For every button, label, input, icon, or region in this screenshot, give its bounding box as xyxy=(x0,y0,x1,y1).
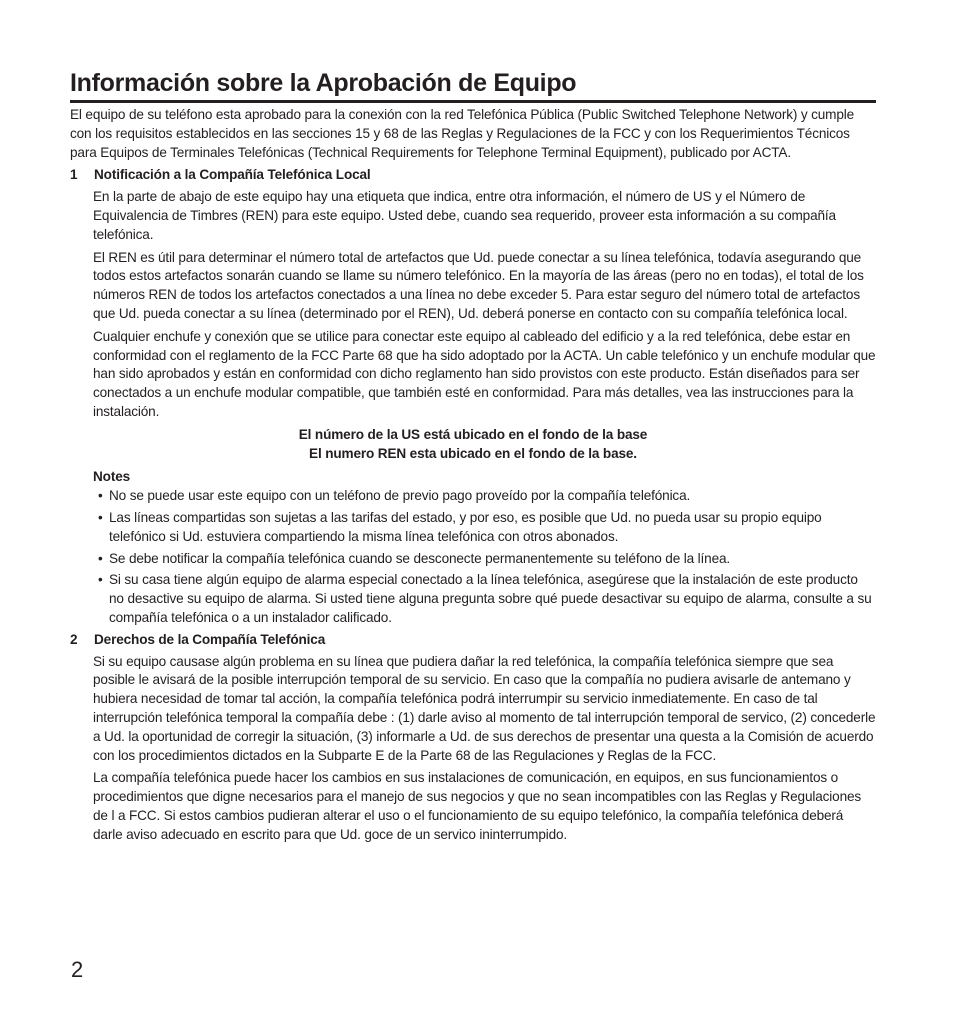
intro-paragraph: El equipo de su teléfono esta aprobado para la conexión con la red Telefónica Pública (Public Switched Telephone Network) y cumple con los requisitos establecidos en las secciones 15 y 68 de las Reglas y Regulaciones de la FCC y con los Requerimientos Técnicos para Equipos de Terminales Telefónicas (Technical Requirements for Telephone Terminal Equipment), publicado por ACTA. xyxy=(70,107,855,160)
section-2-body xyxy=(70,653,876,845)
note-text: No se puede usar este equipo con un teléfono de previo pago proveído por la compañía telefónica. xyxy=(109,488,691,504)
page-title: Información sobre la Aprobación de Equipo xyxy=(70,66,876,103)
page-number: 2 xyxy=(71,957,84,982)
list-item xyxy=(98,571,876,627)
section-1-body xyxy=(70,188,876,422)
section-1-heading xyxy=(70,166,876,185)
note-text: Se debe notificar la compañía telefónica cuando se desconecte permanentemente su teléfono de la línea. xyxy=(109,550,731,566)
section-1-paragraph: En la parte de abajo de este equipo hay una etiqueta que indica, entre otra información, el número de US y el Número de Equivalencia de Timbres (REN) para este equipo. Usted debe, cuando sea requerido, proveer esta información a su compañía telefónica. xyxy=(93,189,836,242)
bullet-icon: • xyxy=(98,509,103,525)
section-1-number: 1 xyxy=(70,167,78,183)
us-number-location: El número de la US está ubicado en el fondo de la base xyxy=(298,426,648,442)
bullet-icon: • xyxy=(98,572,103,588)
note-text: Si su casa tiene algún equipo de alarma especial conectado a la línea telefónica, asegúrese que la instalación de este producto no desactive su equipo de alarma. Si usted tiene alguna pregunta sobre qué puede desactivar su equipo de alarma, consulte a su compañía telefónica o a un instalador calificado. xyxy=(109,572,872,625)
section-2-title: Derechos de la Compañía Telefónica xyxy=(94,631,326,647)
section-2-paragraph: La compañía telefónica puede hacer los cambios en sus instalaciones de comunicación, en equipos, en sus funcionamientos o procedimientos que digne necesarios para el manejo de sus negocios y que no sean incompatibles con las Reglas y Regulaciones de l a FCC. Si estos cambios pudieran alterar el uso o el funcionamiento de su equipo telefónico, la compañía telefónica deberá darle aviso adecuado en escrito para que Ud. goce de un servico ininterrumpido. xyxy=(93,770,862,842)
section-2-paragraph: Si su equipo causase algún problema en su línea que pudiera dañar la red telefónica, la compañía telefónica siempre que sea posible le avisará de la posible interrupción temporal de su servicio. En caso que la compañía no pudiera avisarle de antemano y hubiera necesidad de tomar tal acción, la compañía telefónica podrá interrumpir su servicio inmediatemente. En caso de tal interrupción telefónica temporal la compañía debe : (1) darle aviso al momento de tal interrupción temporal de servico, (2) concederle a Ud. la oportunidad de corregir la situación, (3) informarle a Ud. de sus derechos de presentar una questa a la Comisión de acuerdo con los procedimientos dictados en la Subparte E de la Parte 68 de las Regulaciones y Reglas de la FCC. xyxy=(93,653,876,763)
section-2-number: 2 xyxy=(70,631,78,647)
notes-list xyxy=(70,487,876,628)
list-item xyxy=(98,509,876,547)
bullet-icon: • xyxy=(98,488,103,504)
section-1-paragraph: El REN es útil para determinar el número total de artefactos que Ud. puede conectar a su línea telefónica, todavía asegurando que todos estos artefactos sonarán cuando se llame su número telefónico. En la mayoría de las áreas (pero no en todas), el total de los números REN de todos los artefactos conectados a una línea no debe exceder 5. Para estar seguro del número total de artefactos que Ud. pueda conectar a su línea (determinado por el REN), Ud. deberá ponerse en contacto con su compañía telefónica local. xyxy=(93,249,864,321)
page-content xyxy=(70,106,876,848)
list-item xyxy=(98,550,876,569)
notes-heading: Notes xyxy=(93,469,131,485)
note-text: Las líneas compartidas son sujetas a las tarifas del estado, y por eso, es posible que Ud. no pueda usar su propio equipo telefónico si Ud. estuviera compartiendo la misma línea telefónica con otros abonados. xyxy=(109,509,822,544)
list-item xyxy=(98,487,876,506)
section-1-paragraph: Cualquier enchufe y conexión que se utilice para conectar este equipo al cableado del edificio y a la red telefónica, debe estar en conformidad con el reglamento de la FCC Parte 68 que ha sido adoptado por la ACTA. Un cable telefónico y un enchufe modular que han sido aprobados y están en conformidad con dicho reglamento han sido provistos con este producto. Están diseñados para ser conectados a un enchufe modular compatible, que también esté en conformidad. Para más detalles, vea las instrucciones para la instalación. xyxy=(93,328,876,419)
label-location-note xyxy=(70,426,876,464)
bullet-icon: • xyxy=(98,550,103,566)
ren-number-location: El numero REN esta ubicado en el fondo de la base. xyxy=(309,445,637,461)
section-2-heading xyxy=(70,631,876,650)
section-1-title: Notificación a la Compañía Telefónica Local xyxy=(94,167,371,183)
